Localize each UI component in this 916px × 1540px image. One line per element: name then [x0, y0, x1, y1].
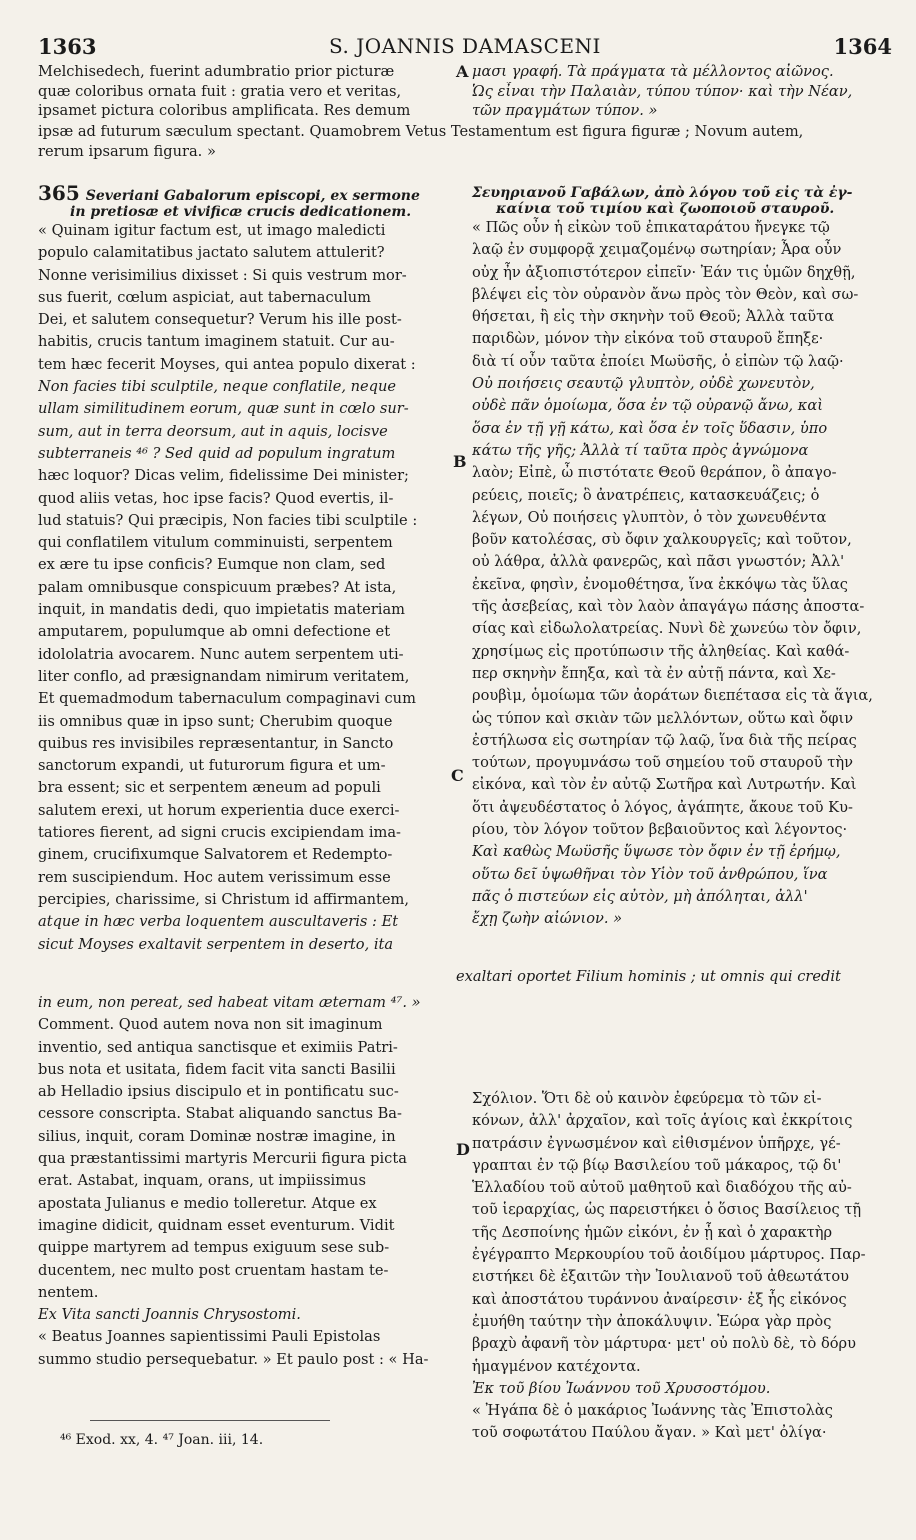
greek-line: « Πῶς οὖν ἡ εἰκὼν τοῦ ἐπικαταράτου ἤνεγκε τῷ [472, 219, 830, 236]
page-number-left: 1363 [38, 34, 97, 59]
margin-marker-d: D [456, 1140, 470, 1159]
greek-line: τῆς ἀσεβείας, καὶ τὸν λαὸν ἀπαγάγω πάσης ἀποστα- [472, 598, 865, 616]
latin-line: iis omnibus quæ in ipso sunt; Cherubim quoque [38, 712, 393, 730]
latin-line: ab Helladio ipsius discipulo et in pontificatu suc- [38, 1083, 399, 1101]
greek-line: ἡμαγμένον κατέχοντα. [472, 1357, 641, 1375]
greek-line: λαὸν; Εἰπὲ, ὦ πιστότατε Θεοῦ θεράπον, ὃ ἀπαγο- [472, 464, 837, 482]
latin-line: « Quinam igitur factum est, ut imago maledicti [38, 222, 386, 239]
intro-full-line: rerum ipsarum figura. » [38, 142, 216, 160]
margin-marker-c: C [451, 766, 464, 785]
greek-text-2 [472, 1088, 884, 1445]
greek-line: λέγων, Οὐ ποιήσεις γλυπτὸν, ὁ τὸν χωνευθέντα [472, 508, 827, 526]
greek-line: Ἐκ τοῦ βίου Ἰωάννου τοῦ Χρυσοστόμου. [472, 1379, 771, 1397]
greek-line: ὡς τύπον καὶ σκιὰν τῶν μελλόντων, οὕτω καὶ ὄφιν [472, 709, 854, 727]
spanning-latin-line: exaltari oportet Filium hominis ; ut omnis qui credit [456, 968, 841, 985]
section-number: 365 [38, 181, 80, 205]
latin-line: palam omnibusque conspicuum præbes? At ista, [38, 578, 397, 596]
latin-line: Nonne verisimilius dixisset : Si quis vestrum mor- [38, 266, 407, 284]
latin-line: habitis, crucis tantum imaginem statuit. Cur au- [38, 333, 395, 351]
greek-line: βοῦν κατολέσας, σὺ ὄφιν χαλκουργεῖς; καὶ τοῦτον, [472, 531, 852, 549]
greek-line: τούτων, προγυμνάσω τοῦ σημείου τοῦ σταυροῦ τὴν [472, 754, 853, 772]
latin-line: salutem erexi, ut horum experientia duce exerci- [38, 801, 400, 819]
greek-line: « Ἠγάπα δὲ ὁ μακάριος Ἰωάννης τὰς Ἐπιστολὰς [472, 1402, 833, 1420]
margin-marker-a: A [456, 62, 469, 81]
greek-line: σίας καὶ εἰδωλολατρείας. Νυνὶ δὲ χωνεύω τὸν ὄφιν, [472, 620, 862, 638]
latin-line: sicut Moyses exaltavit serpentem in deserto, ita [38, 935, 394, 953]
latin-line: idololatria avocarem. Nunc autem serpentem uti- [38, 645, 404, 663]
latin-line: liter conflo, ad præsignandam nimirum veritatem, [38, 667, 410, 685]
latin-line: quod aliis vetas, hoc ipse facis? Quod evertis, il- [38, 489, 394, 507]
latin-line: atque in hæc verba loquentem auscultaveris : Et [38, 913, 399, 931]
greek-line: Ἑλλαδίου τοῦ αὐτοῦ μαθητοῦ καὶ διαδόχου τῆς αὐ- [472, 1179, 852, 1197]
latin-line: percipies, charissime, si Christum id affirmantem, [38, 890, 410, 908]
page-header [38, 34, 892, 64]
greek-text-1 [472, 217, 884, 931]
greek-line: γραπται ἐν τῷ βίῳ Βασιλείου τοῦ μάκαρος, τῷ δι' [472, 1156, 842, 1174]
latin-text-2 [38, 992, 456, 1371]
greek-line: παριδὼν, μόνον τὴν εἰκόνα τοῦ σταυροῦ ἔπηξε· [472, 330, 824, 348]
latin-line: ducentem, nec multo post cruentam hastam te- [38, 1261, 389, 1279]
latin-line: in eum, non pereat, sed habeat vitam æternam ⁴⁷. » [38, 994, 421, 1011]
latin-line: qui conflatilem vitulum comminuisti, serpentem [38, 534, 393, 552]
greek-line: ἔχῃ ζωὴν αἰώνιον. » [472, 910, 623, 928]
latin-line: rem suscipiendum. Hoc autem verissimum esse [38, 868, 391, 886]
latin-line: sum, aut in terra deorsum, aut in aquis, locisve [38, 422, 388, 440]
greek-line: ρίου, τὸν λόγον τοῦτον βεβαιοῦντος καὶ λέγοντος· [472, 821, 848, 839]
latin-line: sus fuerit, cœlum aspiciat, aut tabernaculum [38, 288, 371, 306]
greek-line: ὅσα ἐν τῇ γῇ κάτω, καὶ ὅσα ἐν τοῖς ὕδασιν, ὑπο [472, 419, 828, 437]
greek-line: οὐχ ἦν ἀξιοπιστότερον εἰπεῖν· Ἐάν τις ὑμῶν δηχθῇ, [472, 263, 856, 281]
section-heading-greek: Σευηριανοῦ Γαβάλων, ἀπὸ λόγου τοῦ εἰς τὰ ἐγ- καίνια τοῦ τιμίου καὶ ζωοποιοῦ σταυροῦ. [472, 185, 853, 217]
latin-line: Dei, et salutem consequetur? Verum his ille post- [38, 311, 402, 329]
intro-latin-line: Melchisedech, fuerint adumbratio prior picturæ [38, 63, 395, 80]
greek-line: κόνων, ἀλλ' ἀρχαῖον, καὶ τοῖς ἁγίοις καὶ ἐκκρίτοις [472, 1112, 853, 1130]
greek-line: βλέψει εἰς τὸν οὐρανὸν ἄνω πρὸς τὸν Θεὸν, καὶ σω- [472, 285, 859, 303]
latin-line: lud statuis? Qui præcipis, Non facies tibi sculptile : [38, 511, 418, 529]
latin-line: silius, inquit, coram Dominæ nostræ imagine, in [38, 1127, 396, 1145]
greek-line: ειστήκει δὲ ἐξαιτῶν τὴν Ἰουλιανοῦ τοῦ ἀθεωτάτου [472, 1268, 850, 1286]
greek-line: οὐδὲ πᾶν ὁμοίωμα, ὅσα ἐν τῷ οὐρανῷ ἄνω, καὶ [472, 397, 823, 415]
latin-line: Comment. Quod autem nova non sit imaginum [38, 1016, 383, 1034]
greek-line: κάτω τῆς γῆς; Ἀλλὰ τί ταῦτα πρὸς ἀγνώμονα [472, 441, 809, 459]
footnotes: ⁴⁶ Exod. xx, 4. ⁴⁷ Joan. iii, 14. [60, 1432, 264, 1448]
latin-line: populo calamitatibus jactato salutem attulerit? [38, 244, 385, 262]
latin-line: summo studio persequebatur. » Et paulo post : « Ha- [38, 1350, 429, 1368]
latin-column-2 [38, 992, 456, 1371]
intro-full-line: ipsæ ad futurum sæculum spectant. Quamobrem Vetus Testamentum est figura figuræ ; Novum autem, [38, 123, 804, 140]
latin-text-1 [38, 220, 456, 956]
latin-line: erat. Astabat, inquam, orans, ut impiissimus [38, 1172, 366, 1190]
latin-line: sanctorum expandi, ut futurorum figura et um- [38, 757, 386, 775]
greek-line: τοῦ ἱεραρχίας, ὡς παρειστήκει ὁ ὅσιος Βασίλειος τῇ [472, 1201, 862, 1219]
latin-line: tatiores fierent, ad signi crucis excipiendam ima- [38, 824, 401, 842]
greek-line: τῆς Δεσποίνης ἡμῶν εἰκόνι, ἐν ᾗ καὶ ὁ χαρακτὴρ [472, 1223, 833, 1241]
greek-line: ρεύεις, ποιεῖς; ὃ ἀνατρέπεις, κατασκευάζεις; ὁ [472, 486, 820, 504]
latin-line: imagine didicit, quidnam esset eventurum. Vidit [38, 1216, 395, 1234]
greek-line: βραχὺ ἀφανῆ τὸν μάρτυρα· μετ' οὐ πολὺ δὲ, τὸ δόρυ [472, 1335, 856, 1353]
latin-line: qua præstantissimi martyris Mercurii figura picta [38, 1150, 407, 1168]
latin-line: quibus res invisibiles repræsentantur, in Sancto [38, 734, 394, 752]
greek-line: Σχόλιον. Ὅτι δὲ οὐ καινὸν ἐφεύρεμα τὸ τῶν εἰ- [472, 1090, 822, 1107]
latin-column [38, 181, 456, 956]
latin-line: Non facies tibi sculptile, neque conflatile, neque [38, 378, 397, 396]
latin-line: tem hæc fecerit Moyses, qui antea populo dixerat : [38, 355, 416, 373]
greek-line: ὅτι ἀψευδέστατος ὁ λόγος, ἀγάπητε, ἄκουε τοῦ Κυ- [472, 798, 853, 816]
intro-greek-line: Ὡς εἶναι τὴν Παλαιὰν, τύπου τύπον· καὶ τὴν Νέαν, [472, 82, 853, 100]
greek-line: χρησίμως εἰς προτύπωσιν τῆς ἀληθείας. Καὶ καθά- [472, 642, 850, 660]
latin-line: hæc loquor? Dicas velim, fidelissime Dei minister; [38, 467, 409, 485]
latin-line: cessore conscripta. Stabat aliquando sanctus Ba- [38, 1105, 402, 1123]
greek-line: θήσεται, ἢ εἰς τὴν σκηνὴν τοῦ Θεοῦ; Ἀλλὰ ταῦτα [472, 308, 835, 326]
latin-line: amputarem, populumque ab omni defectione et [38, 623, 391, 641]
latin-line: quippe martyrem ad tempus exiguum sese sub- [38, 1239, 390, 1257]
footnote-rule [90, 1420, 330, 1421]
latin-line: inventio, sed antiqua sanctisque et eximiis Patri- [38, 1038, 398, 1056]
section-heading-latin: 365 Severiani Gabalorum episcopi, ex sermone in pretiosæ et vivificæ crucis dedicationem. [38, 181, 420, 220]
latin-line: bus nota et usitata, fidem facit vita sancti Basilii [38, 1060, 396, 1078]
intro-latin-line: quæ coloribus ornata fuit : gratia vero et veritas, [38, 82, 402, 100]
latin-line: inquit, in mandatis dedi, quo impietatis materiam [38, 601, 405, 619]
greek-line: καὶ ἀποστάτου τυράννου ἀναίρεσιν· ἐξ ἧς εἰκόνος [472, 1290, 847, 1308]
latin-line: Et quemadmodum tabernaculum compaginavi cum [38, 690, 416, 708]
intro-greek-line: μασι γραφή. Τὰ πράγματα τὰ μέλλοντος αἰῶνος. [472, 63, 834, 80]
greek-line: ἐκεῖνα, φησὶν, ἐνομοθέτησα, ἵνα ἐκκόψω τὰς ὕλας [472, 575, 848, 593]
latin-line: ex ære tu ipse conficis? Eumque non clam, sed [38, 556, 386, 574]
running-title: S. JOANNIS DAMASCENI [329, 34, 601, 58]
greek-line: ρουβὶμ, ὁμοίωμα τῶν ἀοράτων διεπέτασα εἰς τὰ ἅγια, [472, 687, 873, 705]
greek-column-2 [472, 1088, 884, 1445]
greek-line: λαῷ ἐν συμφορᾷ χειμαζομένῳ σωτηρίαν; Ἆρα οὖν [472, 241, 842, 259]
greek-line: ἐστήλωσα εἰς σωτηρίαν τῷ λαῷ, ἵνα διὰ τῆς πείρας [472, 731, 857, 749]
latin-line: subterraneis ⁴⁶ ? Sed quid ad populum ingratum [38, 444, 396, 462]
latin-line: nentem. [38, 1283, 99, 1301]
greek-line: εἰκόνα, καὶ τὸν ἐν αὐτῷ Σωτῆρα καὶ Λυτρωτήν. Καὶ [472, 776, 857, 794]
latin-line: Ex Vita sancti Joannis Chrysostomi. [38, 1306, 301, 1324]
greek-column [472, 185, 884, 931]
greek-line: ἐγέγραπτο Μερκουρίου τοῦ ἀοιδίμου μάρτυρος. Παρ- [472, 1246, 866, 1264]
latin-line: « Beatus Joannes sapientissimi Pauli Epistolas [38, 1328, 381, 1346]
intro-greek-line: τῶν πραγμάτων τύπον. » [472, 102, 658, 120]
page-number-right: 1364 [833, 34, 892, 59]
greek-line: Οὐ ποιήσεις σεαυτῷ γλυπτὸν, οὐδὲ χωνευτὸν, [472, 375, 815, 393]
greek-line: Καὶ καθὼς Μωϋσῆς ὕψωσε τὸν ὄφιν ἐν τῇ ἐρήμῳ, [472, 843, 841, 861]
margin-marker-b: B [453, 452, 467, 471]
greek-line: περ σκηνὴν ἔπηξα, καὶ τὰ ἐν αὐτῇ πάντα, καὶ Χε- [472, 664, 836, 682]
greek-line: πατράσιν ἐγνωσμένον καὶ εἰθισμένον ὑπῆρχε, γέ- [472, 1134, 841, 1152]
latin-line: ullam similitudinem eorum, quæ sunt in cœlo sur- [38, 400, 409, 418]
greek-line: ἐμυήθη ταύτην τὴν ἀποκάλυψιν. Ἑώρα γὰρ πρὸς [472, 1312, 832, 1330]
intro-latin-line: ipsamet pictura coloribus amplificata. Res demum [38, 102, 411, 120]
greek-line: οὕτω δεῖ ὑψωθῆναι τὸν Υἱὸν τοῦ ἀνθρώπου, ἵνα [472, 865, 828, 883]
latin-line: ginem, crucifixumque Salvatorem et Redempto- [38, 846, 393, 864]
greek-line: πᾶς ὁ πιστεύων εἰς αὐτὸν, μὴ ἀπόληται, ἀλλ' [472, 887, 808, 905]
latin-line: apostata Julianus e medio tolleretur. Atque ex [38, 1194, 377, 1212]
greek-line: διὰ τί οὖν ταῦτα ἐποίει Μωϋσῆς, ὁ εἰπὼν τῷ λαῷ· [472, 352, 844, 370]
greek-line: οὐ λάθρα, ἀλλὰ φανερῶς, καὶ πᾶσι γνωστόν; Ἀλλ' [472, 553, 845, 571]
latin-line: bra essent; sic et serpentem æneum ad populi [38, 779, 381, 797]
greek-line: τοῦ σοφωτάτου Παύλου ἄγαν. » Καὶ μετ' ὀλίγα· [472, 1424, 827, 1442]
